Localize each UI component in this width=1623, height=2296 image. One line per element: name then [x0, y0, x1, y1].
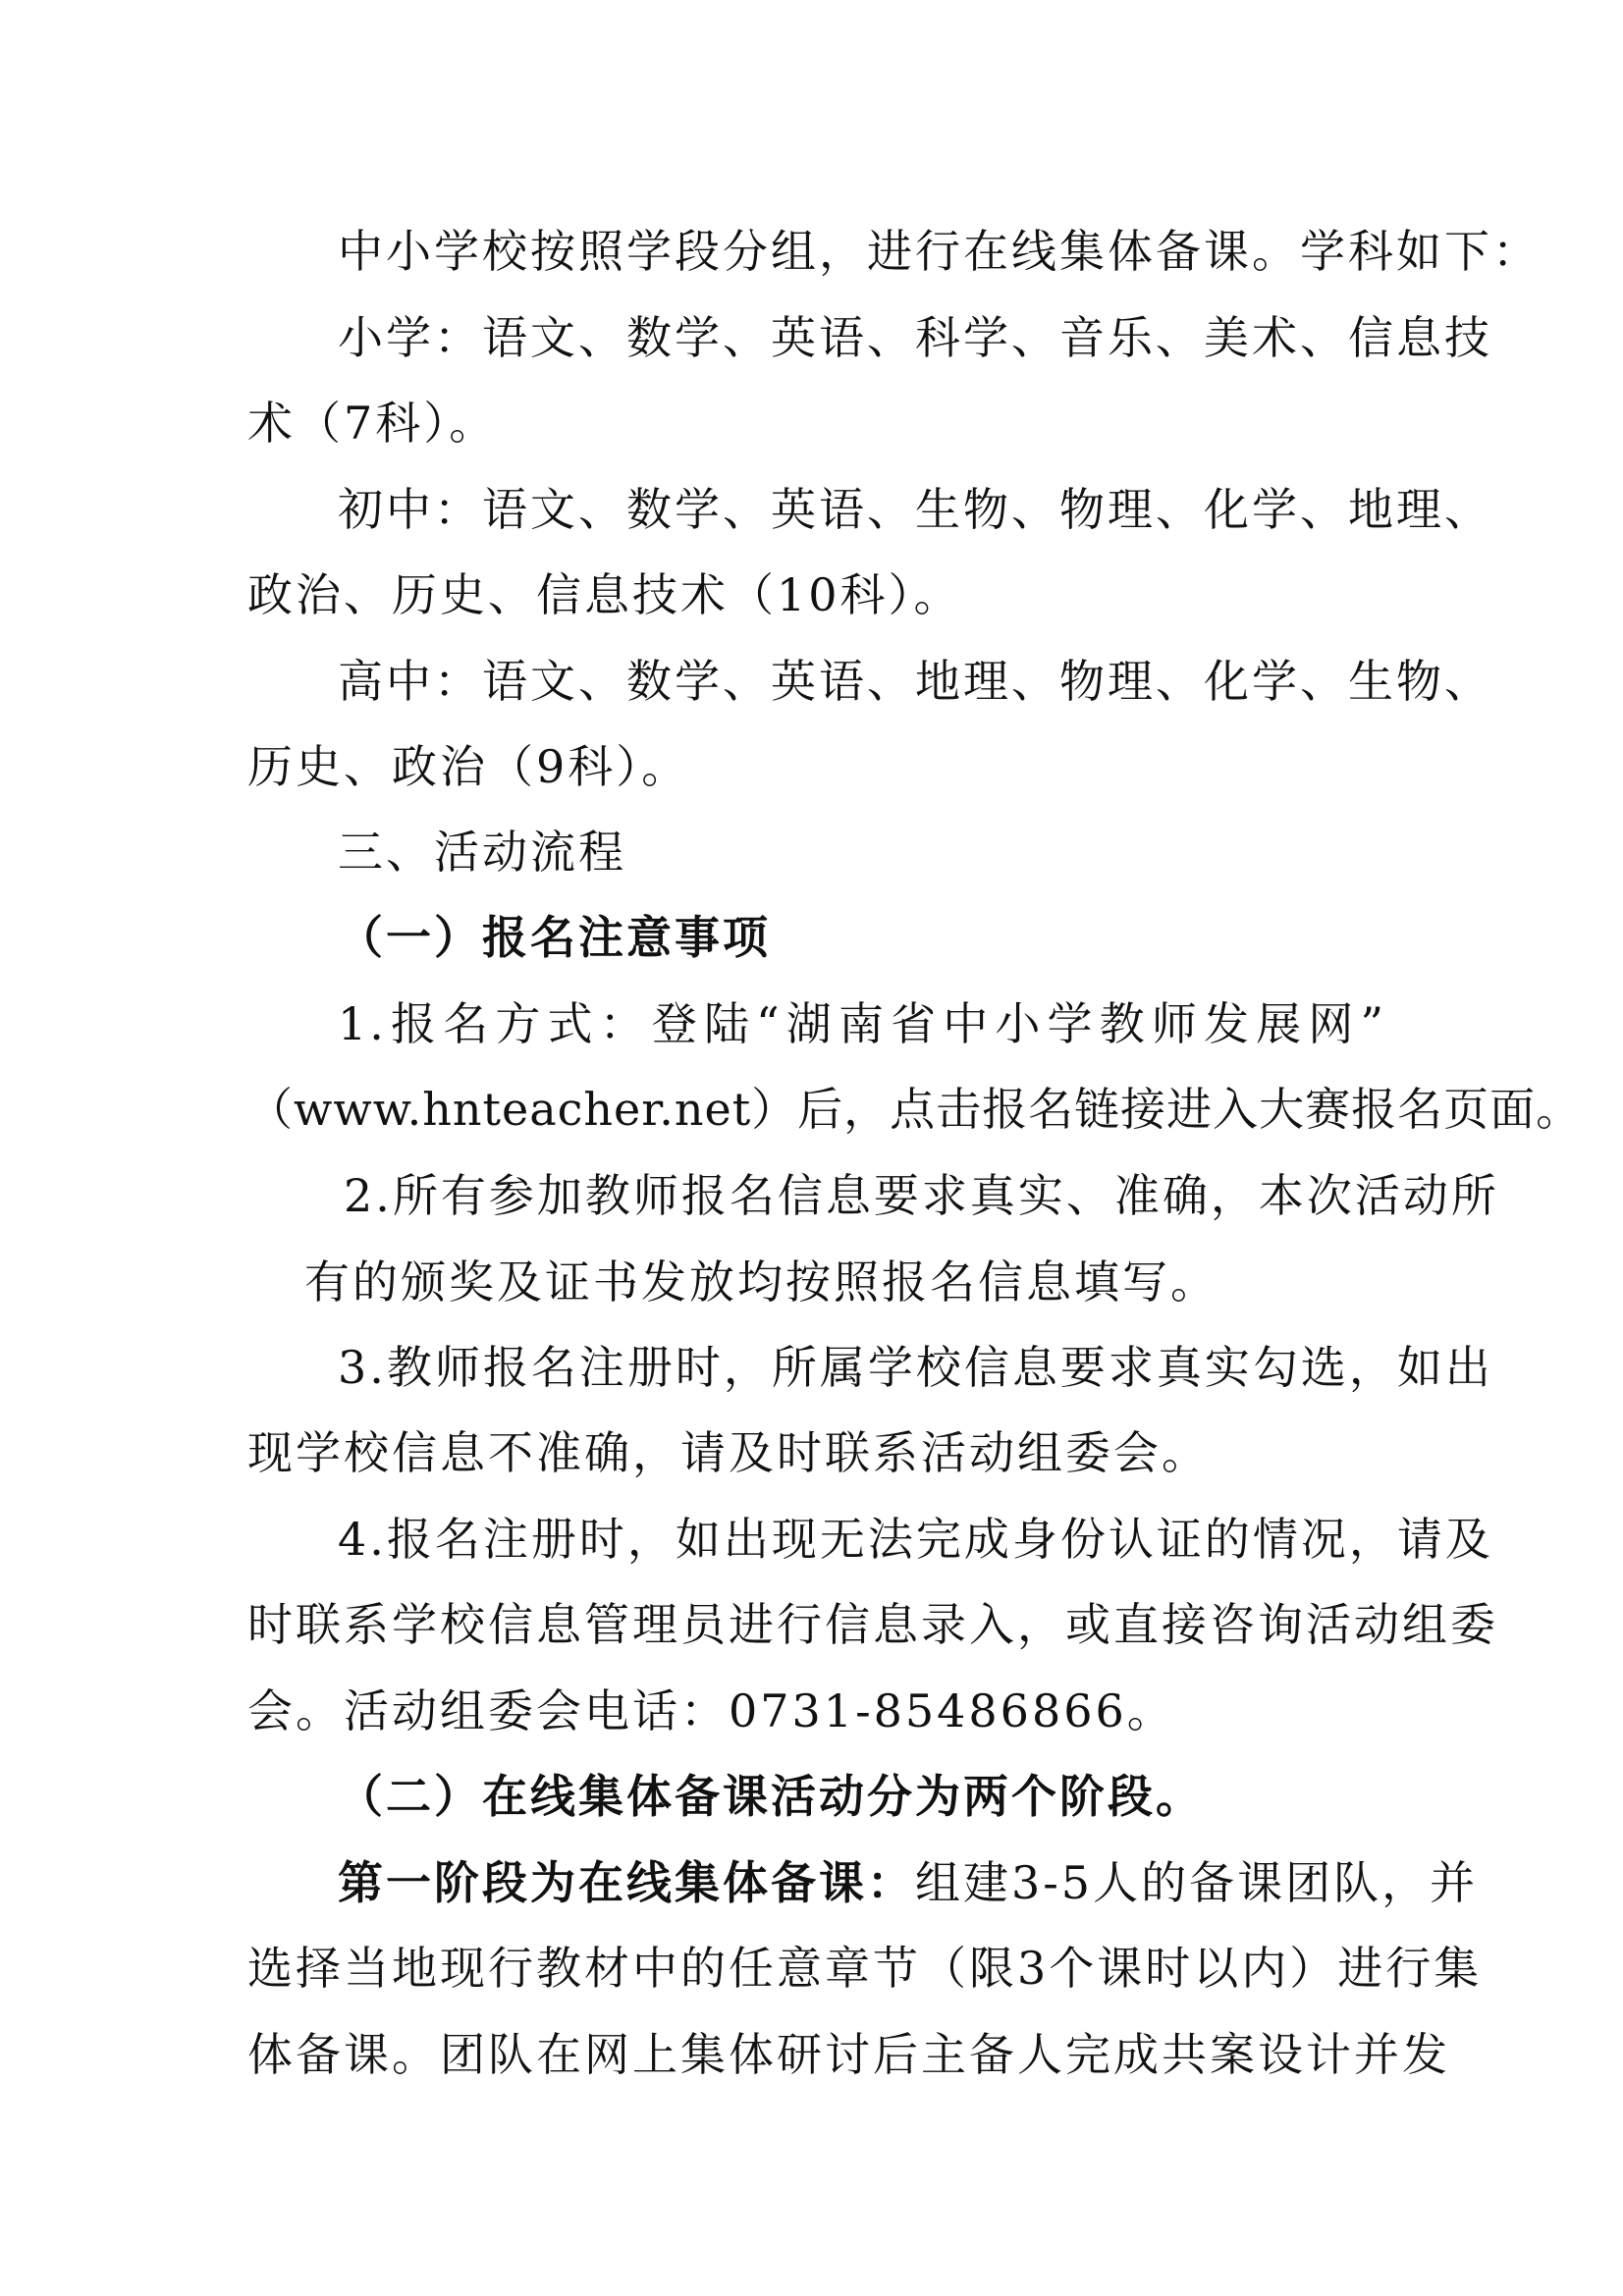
paragraph-subjects-intro: 中小学校按照学段分组，进行在线集体备课。学科如下：: [338, 225, 1541, 278]
paragraph-registration-accuracy: 2.所有参加教师报名信息要求真实、准确，本次活动所: [344, 1169, 1499, 1222]
paragraph-school-info-cont: 现学校信息不准确，请及时联系活动组委会。: [247, 1426, 1210, 1479]
paragraph-stage-one: [338, 1853, 1479, 1912]
section-heading-activity-process: 三、活动流程: [338, 826, 626, 879]
paragraph-identity-verification-phone: 会。活动组委会电话：0731-85486866。: [247, 1684, 1175, 1737]
paragraph-primary-subjects: 小学：语文、数学、英语、科学、音乐、美术、信息技: [338, 311, 1492, 364]
paragraph-registration-accuracy-cont: 有的颁奖及证书发放均按照报名信息填写。: [304, 1255, 1218, 1308]
stage-one-text: 组建3-5人的备课团队，并: [915, 1856, 1479, 1909]
paragraph-junior-subjects: 初中：语文、数学、英语、生物、物理、化学、地理、: [338, 483, 1492, 536]
paragraph-school-info: 3.教师报名注册时，所属学校信息要求真实勾选，如出: [338, 1341, 1493, 1394]
paragraph-registration-method-cont: （www.hnteacher.net）后，点击报名链接进入大赛报名页面。: [247, 1083, 1583, 1136]
stage-one-label: 第一阶段为在线集体备课：: [338, 1856, 915, 1909]
paragraph-identity-verification-cont: 时联系学校信息管理员进行信息录入，或直接咨询活动组委: [247, 1598, 1498, 1651]
paragraph-senior-subjects: 高中：语文、数学、英语、地理、物理、化学、生物、: [338, 655, 1492, 708]
paragraph-primary-subjects-cont: 术（7科）。: [247, 397, 498, 450]
paragraph-stage-one-cont-2: 体备课。团队在网上集体研讨后主备人完成共案设计并发: [247, 2028, 1450, 2081]
subheading-two-stages: （二）在线集体备课活动分为两个阶段。: [338, 1770, 1204, 1823]
paragraph-senior-subjects-cont: 历史、政治（9科）。: [247, 740, 690, 793]
subheading-registration-notes: （一）报名注意事项: [338, 911, 771, 964]
paragraph-registration-method: 1.报名方式：登陆“湖南省中小学教师发展网”: [338, 997, 1386, 1050]
paragraph-stage-one-cont: 选择当地现行教材中的任意章节（限3个课时以内）进行集: [247, 1942, 1483, 1995]
paragraph-junior-subjects-cont: 政治、历史、信息技术（10科）。: [247, 568, 962, 621]
paragraph-identity-verification: 4.报名注册时，如出现无法完成身份认证的情况，请及: [338, 1513, 1493, 1566]
